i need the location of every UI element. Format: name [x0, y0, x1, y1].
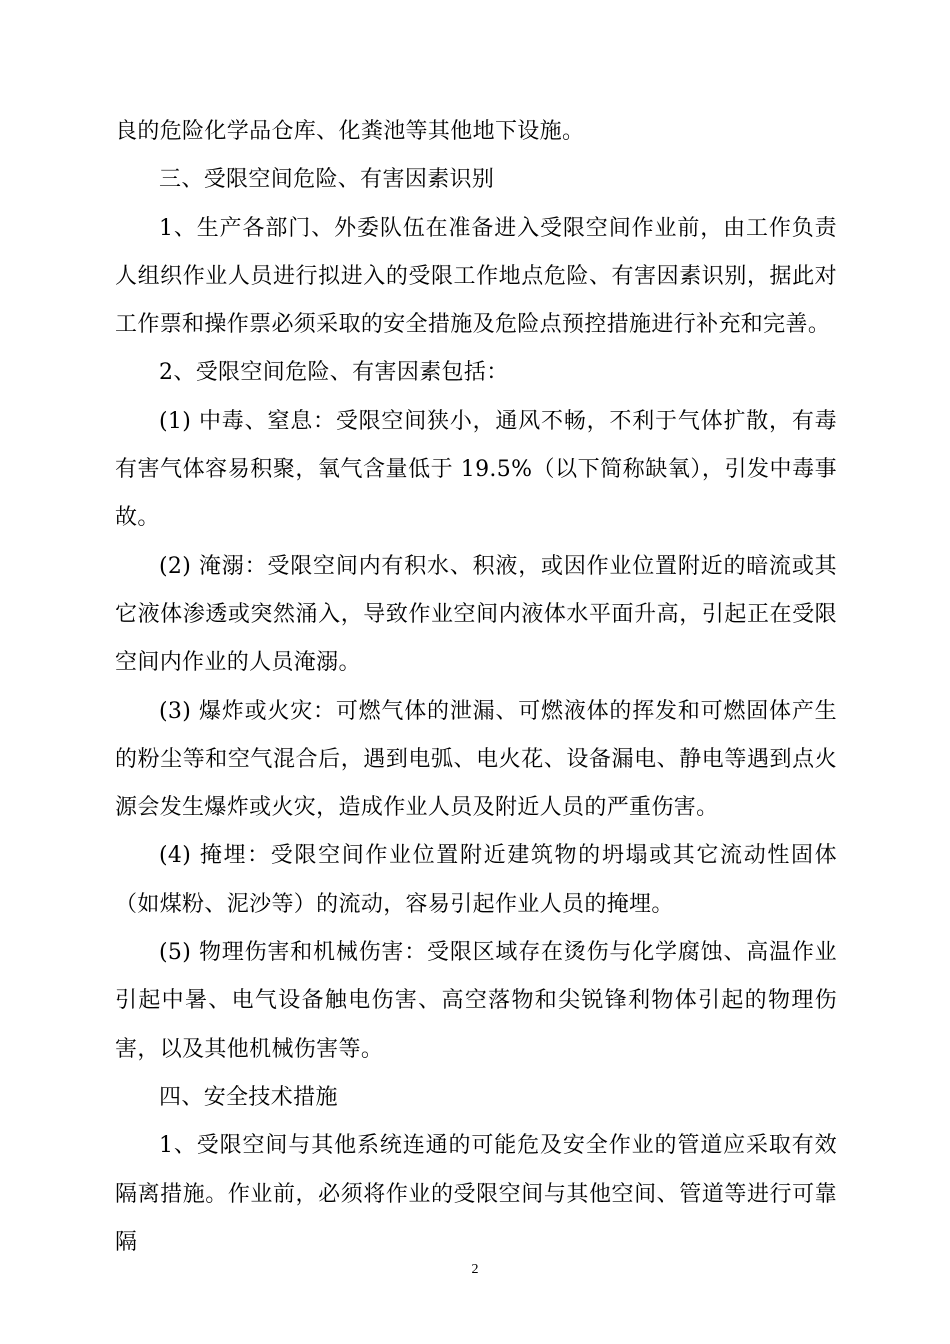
- section-heading-hazard-identification: 三、受限空间危险、有害因素识别: [159, 167, 495, 193]
- paragraph-hazard-drowning: (2) 淹溺：受限空间内有积水、积液，或因作业位置附近的暗流或其它液体渗透或突然涌入，导致作业空间内液体水平面升高，引起正在受限空间内作业的人员淹溺。: [115, 553, 837, 676]
- paragraph-measure-1: 1、受限空间与其他系统连通的可能危及安全作业的管道应采取有效隔离措施。作业前，必须将作业的受限空间与其他空间、管道等进行可靠隔: [115, 1133, 837, 1255]
- paragraph-continuation: 良的危险化学品仓库、化粪池等其他地下设施。: [115, 119, 585, 144]
- section-heading-safety-measures: 四、安全技术措施: [159, 1084, 338, 1110]
- page-number: 2: [471, 1262, 479, 1277]
- paragraph-hazard-physical: (5) 物理伤害和机械伤害：受限区域存在烫伤与化学腐蚀、高温作业引起中暑、电气设备触电伤害、高空落物和尖锐锋利物体引起的物理伤害，以及其他机械伤害等。: [115, 940, 837, 1062]
- paragraph-item-1: 1、生产各部门、外委队伍在准备进入受限空间作业前，由工作负责人组织作业人员进行拟进入的受限工作地点危险、有害因素识别，据此对工作票和操作票必须采取的安全措施及危险点预控措施进行补充和完善。: [115, 215, 837, 338]
- document-body: [115, 108, 837, 1267]
- paragraph-item-2: 2、受限空间危险、有害因素包括：: [159, 360, 509, 386]
- paragraph-hazard-explosion: (3) 爆炸或火灾：可燃气体的泄漏、可燃液体的挥发和可燃固体产生的粉尘等和空气混合后，遇到电弧、电火花、设备漏电、静电等遇到点火源会发生爆炸或火灾，造成作业人员及附近人员的严重伤害。: [115, 698, 837, 821]
- paragraph-hazard-burial: (4) 掩埋：受限空间作业位置附近建筑物的坍塌或其它流动性固体（如煤粉、泥沙等）的流动，容易引起作业人员的掩埋。: [115, 843, 837, 917]
- paragraph-hazard-poisoning: (1) 中毒、窒息：受限空间狭小，通风不畅，不利于气体扩散，有毒有害气体容易积聚，氧气含量低于 19.5%（以下简称缺氧），引发中毒事故。: [115, 408, 837, 531]
